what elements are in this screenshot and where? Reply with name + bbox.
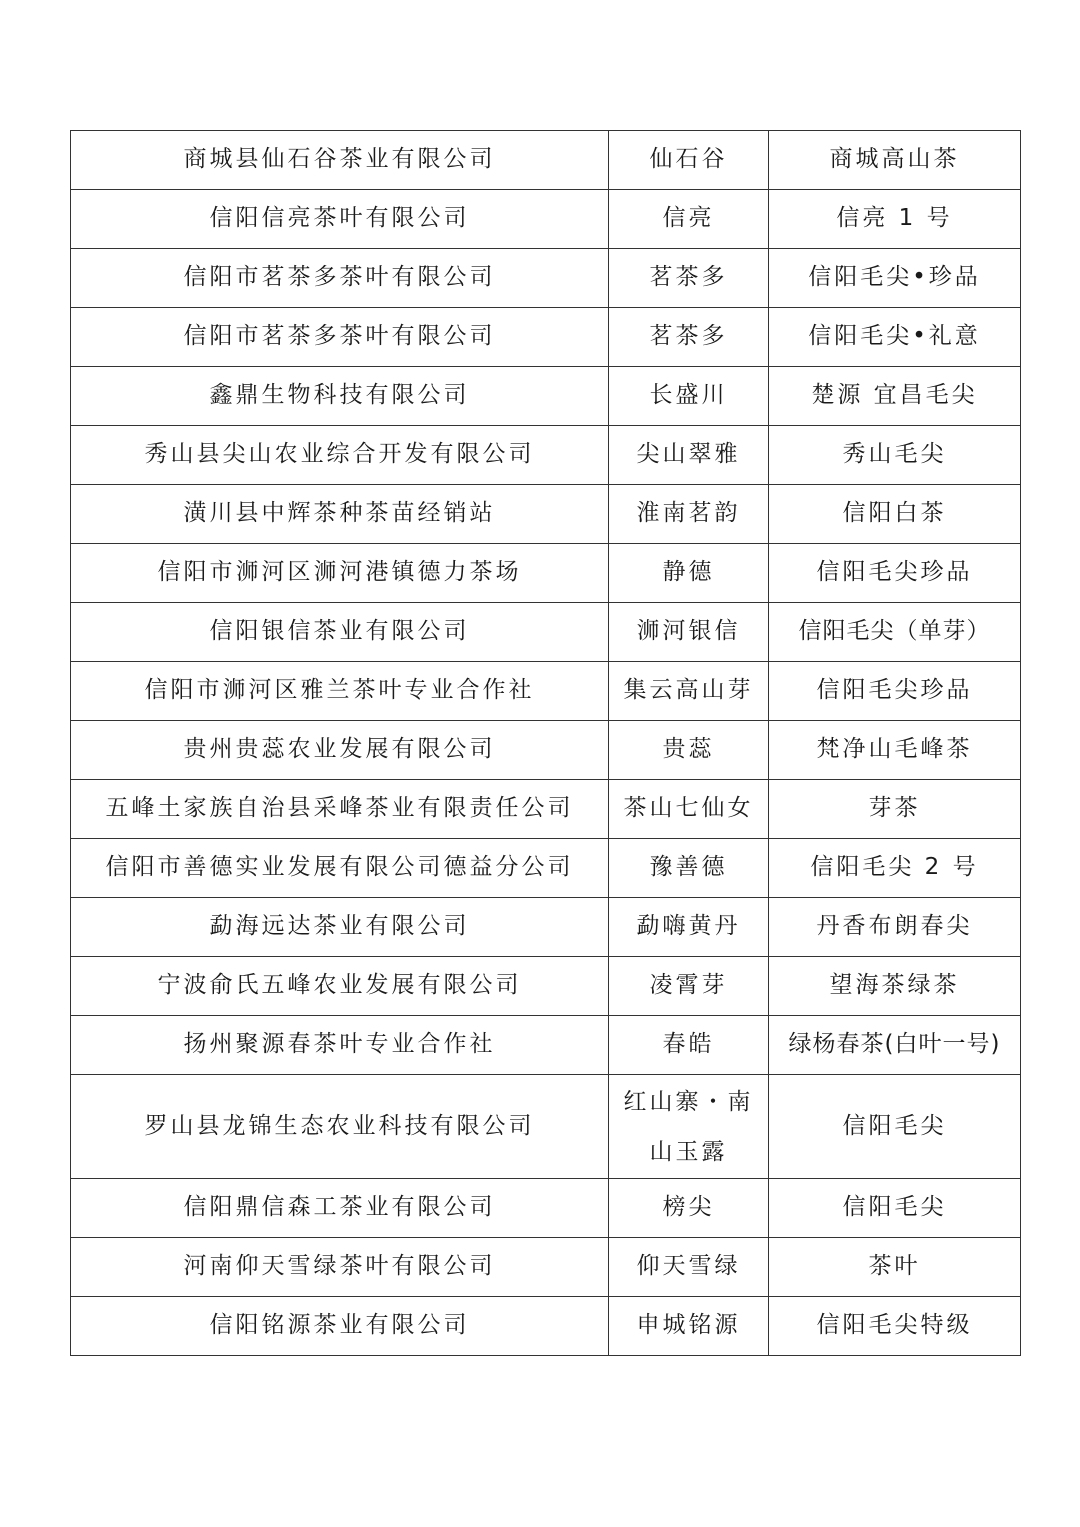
company-cell: 信阳市茗茶多茶叶有限公司	[71, 249, 609, 308]
table-row	[71, 662, 1021, 721]
brand-cell: 尖山翠雅	[609, 426, 769, 485]
product-cell: 梵净山毛峰茶	[769, 721, 1021, 780]
tea-product-table	[70, 130, 1021, 1356]
brand-cell: 茗茶多	[609, 249, 769, 308]
table-row	[71, 1179, 1021, 1238]
brand-cell: 集云高山芽	[609, 662, 769, 721]
product-cell: 芽茶	[769, 780, 1021, 839]
product-cell: 信阳毛尖	[769, 1075, 1021, 1179]
brand-cell: 申城铭源	[609, 1297, 769, 1356]
table-row	[71, 780, 1021, 839]
company-cell: 信阳市茗茶多茶叶有限公司	[71, 308, 609, 367]
table-row	[71, 367, 1021, 426]
company-cell: 潢川县中辉茶种茶苗经销站	[71, 485, 609, 544]
company-cell: 鑫鼎生物科技有限公司	[71, 367, 609, 426]
table-row	[71, 1075, 1021, 1179]
table-row	[71, 485, 1021, 544]
product-cell: 秀山毛尖	[769, 426, 1021, 485]
product-cell: 信亮 1 号	[769, 190, 1021, 249]
table-row	[71, 131, 1021, 190]
product-cell: 信阳毛尖 2 号	[769, 839, 1021, 898]
company-cell: 信阳市善德实业发展有限公司德益分公司	[71, 839, 609, 898]
brand-cell: 勐嗨黄丹	[609, 898, 769, 957]
product-cell: 信阳毛尖	[769, 1179, 1021, 1238]
brand-cell: 仙石谷	[609, 131, 769, 190]
company-cell: 勐海远达茶业有限公司	[71, 898, 609, 957]
product-cell: 茶叶	[769, 1238, 1021, 1297]
product-cell: 楚源 宜昌毛尖	[769, 367, 1021, 426]
brand-cell: 茶山七仙女	[609, 780, 769, 839]
company-cell: 五峰土家族自治县采峰茶业有限责任公司	[71, 780, 609, 839]
brand-cell: 榜尖	[609, 1179, 769, 1238]
brand-cell: 仰天雪绿	[609, 1238, 769, 1297]
product-cell: 信阳毛尖（单芽）	[769, 603, 1021, 662]
product-cell: 丹香布朗春尖	[769, 898, 1021, 957]
brand-cell: 淮南茗韵	[609, 485, 769, 544]
product-cell: 信阳毛尖珍品	[769, 662, 1021, 721]
brand-cell: 长盛川	[609, 367, 769, 426]
company-cell: 信阳银信茶业有限公司	[71, 603, 609, 662]
table-row	[71, 721, 1021, 780]
table-row	[71, 957, 1021, 1016]
company-cell: 贵州贵蕊农业发展有限公司	[71, 721, 609, 780]
product-cell: 信阳毛尖•礼意	[769, 308, 1021, 367]
table-row	[71, 190, 1021, 249]
company-cell: 信阳信亮茶叶有限公司	[71, 190, 609, 249]
company-cell: 河南仰天雪绿茶叶有限公司	[71, 1238, 609, 1297]
company-cell: 扬州聚源春茶叶专业合作社	[71, 1016, 609, 1075]
company-cell: 信阳鼎信森工茶业有限公司	[71, 1179, 609, 1238]
brand-cell: 凌霄芽	[609, 957, 769, 1016]
table-row	[71, 603, 1021, 662]
table-row	[71, 1297, 1021, 1356]
company-cell: 罗山县龙锦生态农业科技有限公司	[71, 1075, 609, 1179]
brand-cell: 豫善德	[609, 839, 769, 898]
table-row	[71, 898, 1021, 957]
company-cell: 信阳市浉河区雅兰茶叶专业合作社	[71, 662, 609, 721]
brand-cell: 静德	[609, 544, 769, 603]
table-row	[71, 308, 1021, 367]
brand-cell: 茗茶多	[609, 308, 769, 367]
company-cell: 信阳市浉河区浉河港镇德力茶场	[71, 544, 609, 603]
company-cell: 信阳铭源茶业有限公司	[71, 1297, 609, 1356]
product-cell: 信阳毛尖•珍品	[769, 249, 1021, 308]
brand-cell: 红山寨・南山玉露	[609, 1075, 769, 1179]
brand-cell: 贵蕊	[609, 721, 769, 780]
table-row	[71, 1016, 1021, 1075]
product-cell: 信阳毛尖珍品	[769, 544, 1021, 603]
brand-cell: 春皓	[609, 1016, 769, 1075]
company-cell: 秀山县尖山农业综合开发有限公司	[71, 426, 609, 485]
product-cell: 绿杨春茶(白叶一号)	[769, 1016, 1021, 1075]
company-cell: 商城县仙石谷茶业有限公司	[71, 131, 609, 190]
table-row	[71, 426, 1021, 485]
table-row	[71, 544, 1021, 603]
product-cell: 商城高山茶	[769, 131, 1021, 190]
company-cell: 宁波俞氏五峰农业发展有限公司	[71, 957, 609, 1016]
product-cell: 望海茶绿茶	[769, 957, 1021, 1016]
product-cell: 信阳毛尖特级	[769, 1297, 1021, 1356]
brand-cell: 信亮	[609, 190, 769, 249]
table-row	[71, 249, 1021, 308]
brand-cell: 浉河银信	[609, 603, 769, 662]
product-cell: 信阳白茶	[769, 485, 1021, 544]
table-row	[71, 839, 1021, 898]
table-row	[71, 1238, 1021, 1297]
